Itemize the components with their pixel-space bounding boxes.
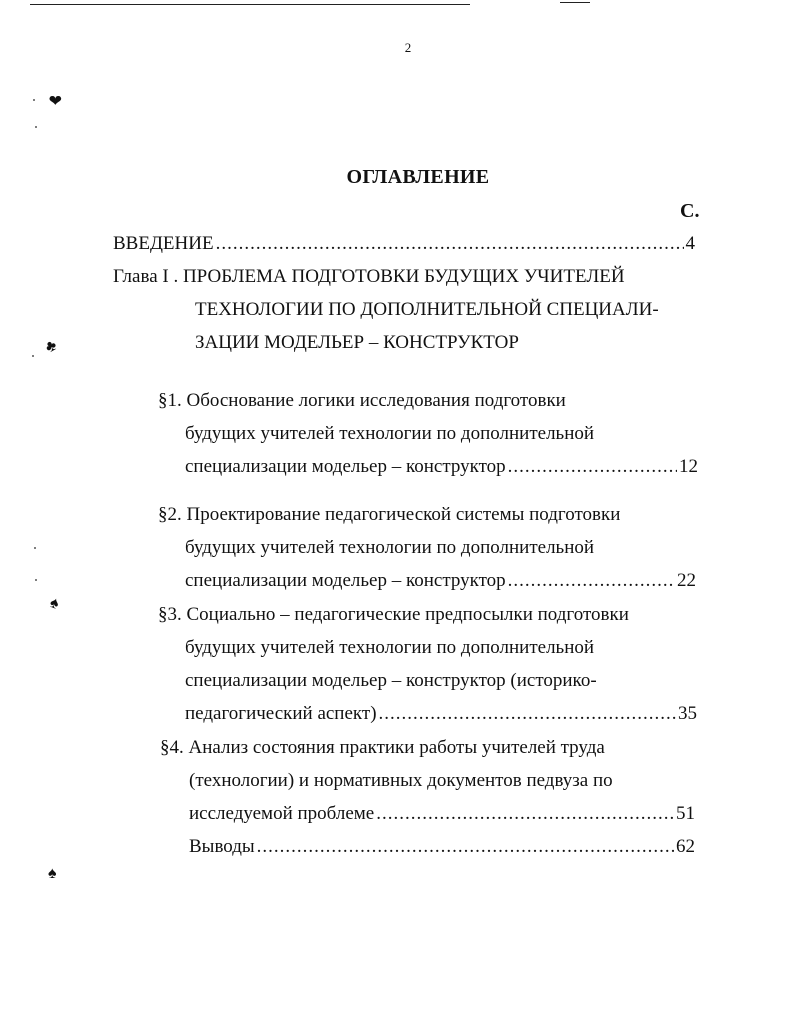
binding-mark-icon: ♠	[47, 594, 62, 613]
toc-entry-conclusions	[189, 835, 695, 859]
scan-speck	[33, 99, 35, 101]
dot-leader	[379, 702, 676, 726]
section-4-line: (технологии) и нормативных документов педвуза по	[189, 770, 613, 791]
section-3-line: будущих учителей технологии по дополнительной	[185, 637, 595, 658]
page-number: 2	[404, 40, 412, 55]
chapter-heading	[113, 265, 625, 289]
binding-mark-icon: ♣	[42, 336, 60, 357]
toc-entry-introduction	[113, 232, 695, 256]
page-column-label: С.	[680, 200, 700, 222]
section-3-line: §3. Социально – педагогические предпосылки подготовки	[158, 604, 629, 625]
toc-entry-label: ВВЕДЕНИЕ	[113, 233, 214, 254]
chapter-prefix: Глава I .	[113, 266, 183, 287]
toc-entry-section-3	[185, 702, 697, 726]
section-3-line: специализации модельер – конструктор (историко-	[185, 670, 597, 691]
toc-entry-label: специализации модельер – конструктор	[185, 570, 506, 591]
scan-speck	[34, 547, 36, 549]
toc-entry-label: исследуемой проблеме	[189, 803, 375, 824]
section-2-line: будущих учителей технологии по дополнительной	[185, 537, 595, 558]
toc-entry-page: 51	[676, 803, 695, 824]
toc-entry-section-4	[189, 802, 695, 826]
toc-entry-section-1	[185, 455, 698, 479]
dot-leader	[257, 835, 674, 859]
section-1-line: §1. Обоснование логики исследования подготовки	[158, 390, 566, 411]
chapter-title-line: ТЕХНОЛОГИИ ПО ДОПОЛНИТЕЛЬНОЙ СПЕЦИАЛИ-	[195, 299, 659, 320]
toc-entry-page: 4	[685, 233, 695, 254]
toc-entry-page: 35	[678, 703, 697, 724]
toc-entry-page: 62	[676, 836, 695, 857]
toc-title: ОГЛАВЛЕНИЕ	[346, 166, 490, 188]
scan-edge-line	[30, 4, 470, 5]
scan-speck	[35, 579, 37, 581]
dot-leader	[508, 455, 677, 479]
section-1-line: будущих учителей технологии по дополнительной	[185, 423, 595, 444]
dot-leader	[508, 569, 675, 593]
chapter-title-line: ПРОБЛЕМА ПОДГОТОВКИ БУДУЩИХ УЧИТЕЛЕЙ	[182, 266, 625, 287]
dot-leader	[216, 232, 684, 256]
toc-entry-label: Выводы	[189, 836, 255, 857]
chapter-title-line: ЗАЦИИ МОДЕЛЬЕР – КОНСТРУКТОР	[195, 332, 519, 353]
section-4-line: §4. Анализ состояния практики работы учителей труда	[160, 737, 605, 758]
binding-mark-icon: ♠	[48, 865, 57, 882]
toc-entry-label: педагогический аспект)	[185, 703, 377, 724]
toc-entry-page: 22	[677, 570, 696, 591]
section-2-line: §2. Проектирование педагогической системы подготовки	[158, 504, 621, 525]
scan-speck	[32, 355, 34, 357]
toc-entry-page: 12	[679, 456, 698, 477]
scan-speck	[35, 126, 37, 128]
toc-entry-section-2	[185, 569, 696, 593]
dot-leader	[376, 802, 674, 826]
toc-entry-label: специализации модельер – конструктор	[185, 456, 506, 477]
binding-mark-icon: ❥	[45, 93, 63, 107]
scan-edge-line-right	[560, 2, 590, 3]
